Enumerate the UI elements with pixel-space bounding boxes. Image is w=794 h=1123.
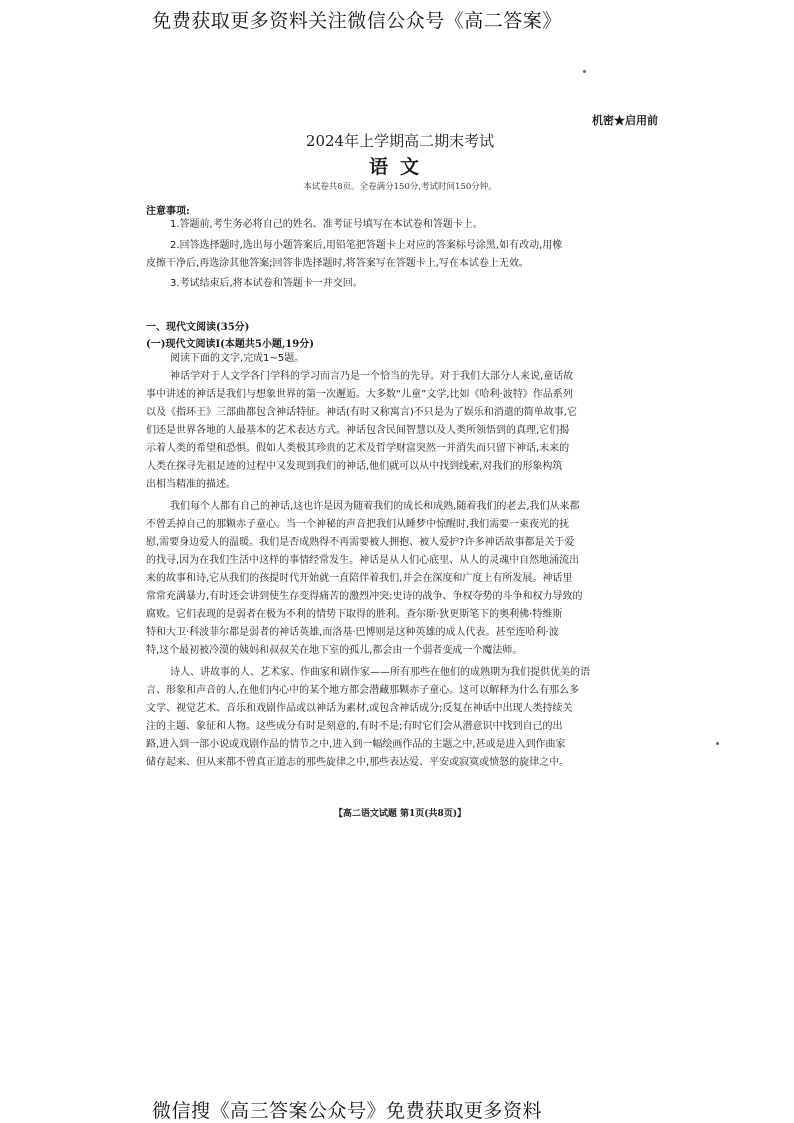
- note-line: 2.回答选择题时,选出每小题答案后,用铅笔把答题卡上对应的答案标号涂黑,如有改动,用橡: [170, 240, 563, 251]
- note-line: 皮擦干净后,再选涂其他答案;回答非选择题时,将答案写在答题卡上,写在本试卷上无效。: [146, 258, 529, 269]
- passage-line: 诗人、讲故事的人、艺术家、作曲家和剧作家——所有那些在他们的成熟期为我们提供优美的语: [170, 667, 590, 678]
- notes-heading: 注意事项:: [146, 206, 190, 217]
- exam-title: 2024年上学期高二期末考试: [305, 132, 495, 150]
- passage-line: 常常充满暴力,有时还会讲到使生存变得痛苦的激烈冲突:史诗的战争、争权夺势的斗争和权力导致的: [146, 591, 583, 602]
- passage-line: 不曾丢掉自己的那颗赤子童心。当一个神秘的声音把我们从睡梦中惊醒时,我们需要一束夜光的抚: [146, 519, 570, 530]
- exam-info: 本试卷共8页。全卷满分150分,考试时间150分钟。: [303, 182, 497, 192]
- note-line: 1.答题前,考生务必将自己的姓名、准考证号填写在本试卷和答题卡上。: [170, 219, 483, 230]
- section-heading: 一、现代文阅读(35分): [146, 322, 250, 333]
- passage-line: 储存起来、但从来都不曾真正道志的那些旋律之中,那些表达爱、平安或寂寞或愤怒的旋律之中。: [146, 757, 570, 768]
- passage-line: 言、形象和声音的人,在他们内心中的某个地方都会潜藏那颗赤子童心。这可以解释为什么有那么多: [146, 685, 580, 696]
- passage-line: 路,进入到一部小说或戏剧作品的情节之中,进入到一幅绘画作品的主题之中,甚或是进入到作曲家: [146, 739, 566, 750]
- passage-line: 的找寻,因为在我们生活中这样的事情经常发生。神话是从人们心底里、从人的灵魂中自然地涌流出: [146, 555, 580, 566]
- passage-line: 神话学对于人文学各门学科的学习而言乃是一个恰当的先导。对于我们大部分人来说,童话故: [170, 371, 574, 382]
- exam-page: [140, 100, 660, 830]
- page-footer: 【高二语文试题 第1页(共8页)】: [333, 809, 467, 819]
- passage-line: 特,这个最初被冷漠的姨妈和叔叔关在地下室的孤儿,都会由一个弱者变成一个魔法师。: [146, 645, 523, 656]
- bottom-banner: 微信搜《高三答案公众号》免费获取更多资料: [151, 1100, 542, 1122]
- passage-line: 出相当精准的描述。: [146, 479, 236, 490]
- subsection-heading: (一)现代文阅读Ⅰ(本题共5小题,19分): [146, 339, 314, 350]
- passage-line: 以及《指环王》三部曲都包含神话特征。神话(有时又称寓言)不只是为了娱乐和消遣的简单故事,它: [146, 407, 577, 418]
- passage-line: 事中讲述的神话是我们与想象世界的第一次邂逅。大多数“儿童”文学,比如《哈利·波特》作品系列: [146, 389, 573, 400]
- confidential-label: 机密★启用前: [592, 114, 658, 127]
- passage-line: 们还是世界各地的人最基本的艺术表达方式。神话包含民间智慧以及人类所领悟到的真理,它们揭: [146, 425, 570, 436]
- top-banner: 免费获取更多资料关注微信公众号《高二答案》: [152, 10, 562, 32]
- scan-speck: [583, 70, 586, 73]
- passage-line: 来的故事和诗,它从我们的孩提时代开始就一直陪伴着我们,并会在深度和广度上有所发展。神话里: [146, 573, 573, 584]
- scan-speck: [716, 742, 719, 745]
- passage-line: 腐败。它们表现的是弱者在极为不利的情势下取得的胜利。查尔斯·狄更斯笔下的奥利佛·特维斯: [146, 609, 563, 620]
- reading-instruction: 阅读下面的文字,完成1~5题。: [170, 353, 305, 364]
- passage-line: 文学、视觉艺术、音乐和戏剧作品或以神话为素材,或包含神话成分;反复在神话中出现人类持续关: [146, 703, 573, 714]
- subject-title: 语文: [368, 156, 431, 178]
- passage-line: 特和大卫·科波菲尔都是弱者的神话英雄,而洛基·巴博则是这种英雄的成人代表。甚至连哈利·波: [146, 627, 559, 638]
- passage-line: 慰,需要身边爱人的温暖。我们是否成熟得不再需要被人拥抱、被人爱护?许多神话故事都是关于爱: [146, 537, 575, 548]
- passage-line: 我们每个人都有自己的神话,这也许是因为随着我们的成长和成熟,随着我们的老去,我们从来都: [170, 501, 580, 512]
- passage-line: 人类在探寻先祖足迹的过程中又发现到我们的神话,他们就可以从中找到线索,对我们的形象构筑: [146, 461, 563, 472]
- passage-line: 注的主题、象征和人物。这些成分有时是刻意的,有时不是;有时它们会从潜意识中找到自己的出: [146, 721, 563, 732]
- passage-line: 示着人类的希望和恐惧。假如人类极其珍贵的艺术及哲学财富突然一并消失而只留下神话,未来的: [146, 443, 570, 454]
- note-line: 3.考试结束后,将本试卷和答题卡一并交回。: [170, 278, 363, 289]
